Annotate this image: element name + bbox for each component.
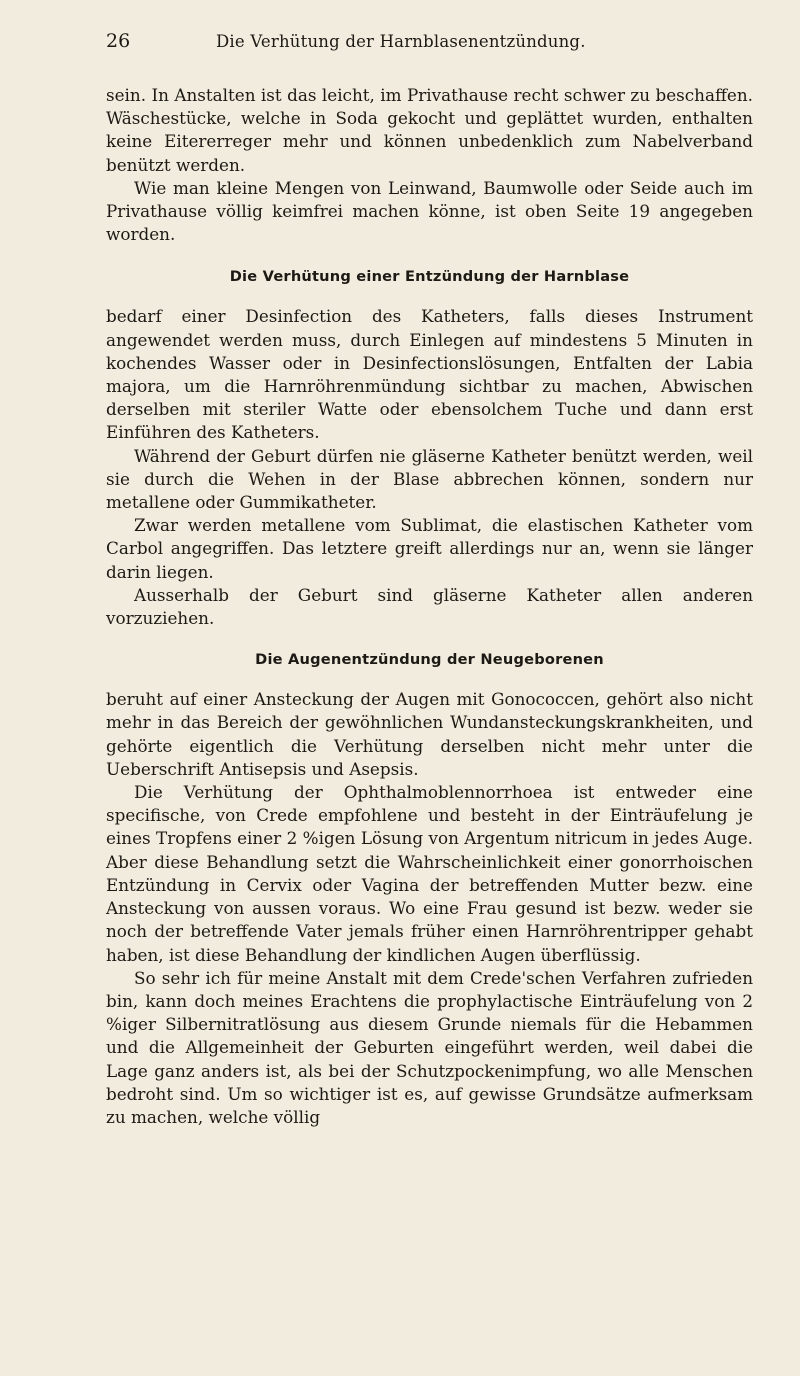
section-heading-bladder: Die Verhütung einer Entzündung der Harnblase — [229, 268, 630, 286]
paragraph-3: bedarf einer Desinfection des Katheters, falls dieses Instrument angewendet werden muss, durch Einlegen auf mindestens 5 Minuten in kochendes Wasser oder in Desinfectionslösungen, Entfalten der Labia majora, um die Harnröhrenmündung sichtbar zu machen, Abwischen derselben mit steriler Watte oder ebensolchem Tuche und dann erst Einführen des Katheters. — [106, 306, 753, 443]
section-heading-newborn-eyes: Die Augenentzündung der Neugeborenen — [255, 651, 604, 669]
book-page — [106, 30, 753, 1129]
paragraph-4: Während der Geburt dürfen nie gläserne Katheter benützt werden, weil sie durch die Wehen in der Blase abbrechen können, sondern nur metallene oder Gummikatheter. — [106, 445, 753, 513]
paragraph-8: Die Verhütung der Ophthalmoblennorrhoea ist entweder eine specifische, von Crede empfohlene und besteht in der Einträufelung je eines Tropfens einer 2 %igen Lösung von Argentum nitricum in jedes Auge. Aber diese Behandlung setzt die Wahrscheinlichkeit einer gonorrhoischen Entzündung in Cervix oder Vagina der betreffenden Mutter bezw. eine Ansteckung von aussen voraus. Wo eine Frau gesund ist bezw. weder sie noch der betreffende Vater jemals früher einen Harnröhrentripper gehabt haben, ist diese Behandlung der kindlichen Augen überflüssig. — [106, 782, 753, 965]
paragraph-2: Wie man kleine Mengen von Leinwand, Baumwolle oder Seide auch im Privathause völlig keimfrei machen könne, ist oben Seite 19 angegeben worden. — [106, 177, 753, 245]
paragraph-9: So sehr ich für meine Anstalt mit dem Crede'schen Verfahren zufrieden bin, kann doch meines Erachtens die prophylactische Einträufelung von 2 %iger Silbernitratlösung aus diesem Grunde niemals für die Hebammen und die Allgemeinheit der Geburten eingeführt werden, weil dabei die Lage ganz anders ist, als bei der Schutzpockenimpfung, wo alle Menschen bedroht sind. Um so wichtiger ist es, auf gewisse Grundsätze aufmerksam zu machen, welche völlig — [106, 967, 753, 1127]
paragraph-6: Ausserhalb der Geburt sind gläserne Katheter allen anderen vorzuziehen. — [106, 584, 753, 629]
paragraph-7: beruht auf einer Ansteckung der Augen mit Gonococcen, gehört also nicht mehr in das Bereich der gewöhnlichen Wundansteckungskrankheiten, und gehörte eigentlich die Verhütung derselben nicht mehr unter die Ueberschrift Antisepsis und Asepsis. — [106, 689, 753, 779]
paragraph-5: Zwar werden metallene vom Sublimat, die elastischen Katheter vom Carbol angegriffen. Das letztere greift allerdings nur an, wenn sie länger darin liegen. — [106, 515, 753, 582]
running-title: Die Verhütung der Harnblasenentzündung. — [216, 32, 586, 51]
page-header — [106, 30, 753, 58]
page-number: 26 — [106, 30, 131, 52]
paragraph-1: sein. In Anstalten ist das leicht, im Privathause recht schwer zu beschaffen. Wäschestücke, welche in Soda gekocht und geplättet wurden, enthalten keine Eitererreger mehr und können unbedenklich zum Nabelverband benützt werden. — [106, 85, 753, 175]
